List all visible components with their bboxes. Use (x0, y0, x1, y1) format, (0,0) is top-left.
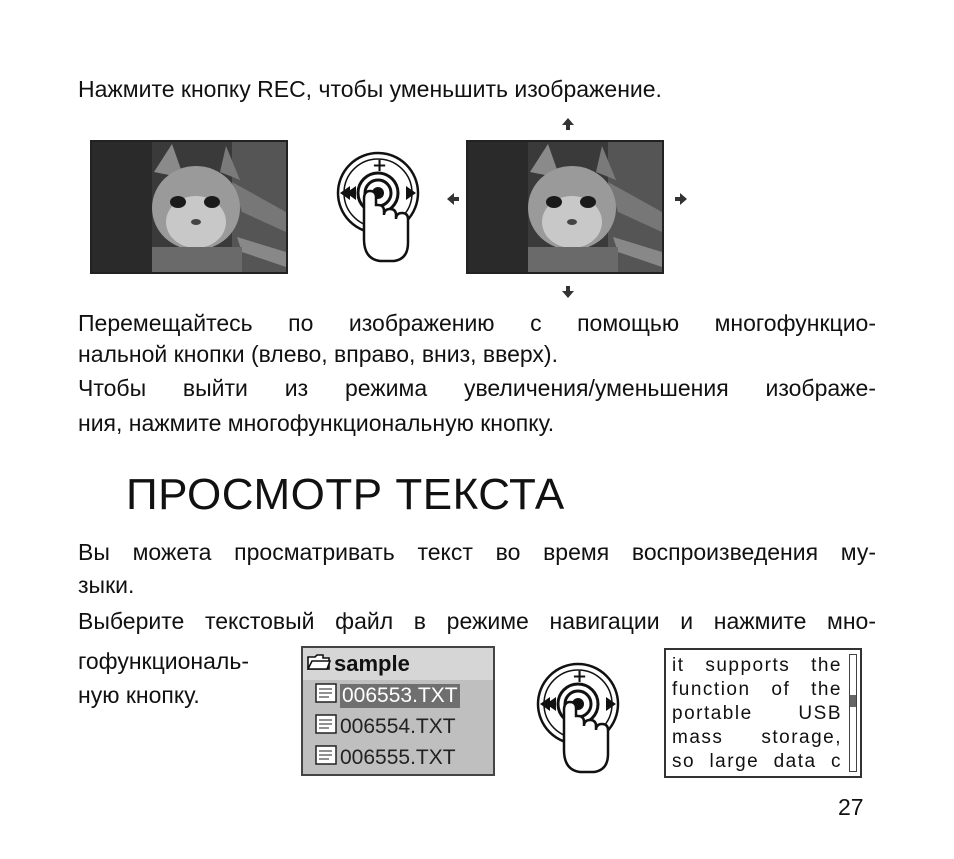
text-viewer-line: function of the (672, 679, 842, 700)
select-line3: ную кнопку. (78, 682, 200, 708)
arrow-left-icon (446, 192, 460, 206)
svg-text:+: + (372, 155, 388, 176)
text-file-icon (315, 745, 337, 771)
kitten-photo-zoomed (466, 140, 664, 274)
text-file-icon (315, 714, 337, 740)
exit-instruction-line2: ния, нажмите многофункциональную кнопку. (78, 410, 555, 436)
select-line2: гофункциональ- (78, 648, 249, 674)
zoom-out-instruction: Нажмите кнопку REC, чтобы уменьшить изображение. (78, 76, 662, 102)
file-row[interactable] (303, 680, 493, 711)
multifunction-dial-icon (536, 658, 628, 781)
folder-name: sample (334, 651, 410, 676)
multifunction-dial-icon (336, 147, 428, 270)
text-file-icon (315, 683, 337, 709)
file-row[interactable] (303, 742, 493, 773)
file-name: 006553.TXT (342, 683, 458, 707)
file-row[interactable] (303, 711, 493, 742)
kitten-photo-original (90, 140, 288, 274)
intro-line2: зыки. (78, 572, 135, 598)
intro-line1: Вы можета просматривать текст во время воспроизведения му- (78, 539, 876, 565)
text-viewer-screen (664, 648, 862, 778)
section-title: ПРОСМОТР ТЕКСТА (126, 470, 565, 519)
scrollbar-thumb[interactable] (850, 695, 856, 707)
file-name: 006555.TXT (340, 745, 456, 769)
text-viewer-line: mass storage, (672, 727, 842, 748)
arrow-down-icon (561, 285, 575, 299)
text-viewer-scrollbar[interactable] (849, 654, 857, 772)
select-line1: Выберите текстовый файл в режиме навигации и нажмите мно- (78, 608, 876, 634)
arrow-up-icon (561, 117, 575, 131)
page-number: 27 (838, 794, 864, 820)
folder-icon (307, 651, 331, 677)
file-browser-screen (301, 646, 495, 776)
text-viewer-line: portable USB (672, 703, 842, 724)
navigate-instruction-line1: Перемещайтесь по изображению с помощью многофункцио- (78, 310, 876, 336)
exit-instruction-line1: Чтобы выйти из режима увеличения/уменьшения изображе- (78, 375, 876, 401)
text-viewer-line: so large data c (672, 751, 842, 772)
svg-text:+: + (572, 666, 588, 687)
text-viewer-line: it supports the (672, 655, 842, 676)
navigate-instruction-line2: нальной кнопки (влево, вправо, вниз, вверх). (78, 341, 558, 367)
arrow-right-icon (674, 192, 688, 206)
folder-row (303, 648, 493, 680)
file-name: 006554.TXT (340, 714, 456, 738)
